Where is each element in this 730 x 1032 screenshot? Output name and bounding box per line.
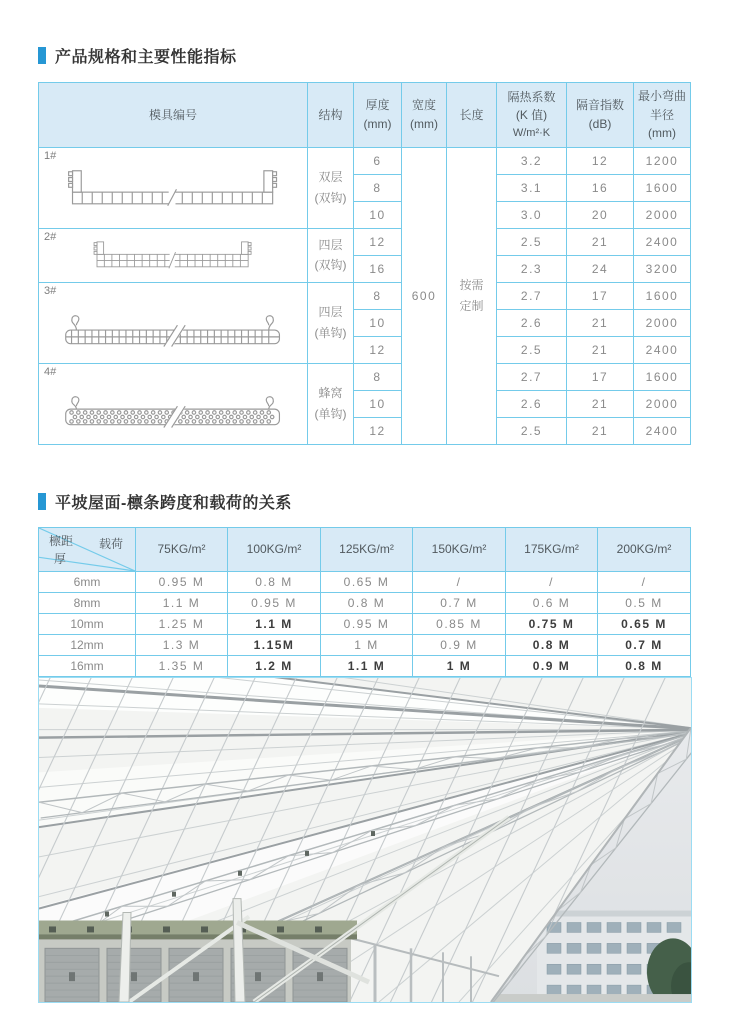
db-cell: 20 xyxy=(567,201,634,228)
span-value-cell: 1 M xyxy=(413,655,506,676)
db-cell: 21 xyxy=(567,336,634,363)
k-value-cell: 2.5 xyxy=(497,228,567,255)
load-column-header: 125KG/m² xyxy=(321,527,413,571)
load-table-header-row xyxy=(39,527,691,571)
corner-label-purlin-spacing: 檩距 xyxy=(49,533,74,548)
profile-drawing-wrap xyxy=(39,364,307,444)
db-cell: 17 xyxy=(567,282,634,309)
profile-drawing-honeycomb-single-hook xyxy=(56,379,289,430)
load-table-body xyxy=(39,571,691,676)
span-value-cell: 0.9 M xyxy=(413,634,506,655)
spec-table-header-row xyxy=(39,83,691,148)
section1-title-row xyxy=(38,44,692,67)
profile-drawing-wrap xyxy=(39,148,307,228)
db-cell: 21 xyxy=(567,390,634,417)
span-value-cell: 0.6 M xyxy=(506,592,598,613)
spec-table-row xyxy=(39,282,691,309)
spec-table-row xyxy=(39,363,691,390)
corner-cell xyxy=(39,527,136,571)
mold-id-label: 4# xyxy=(44,365,57,378)
spec-table-row xyxy=(39,147,691,174)
spec-header-cell: 最小弯曲 半径 (mm) xyxy=(634,83,691,148)
db-cell: 24 xyxy=(567,255,634,282)
corner-label-load: 载荷 xyxy=(98,536,123,551)
roof-structure-photo xyxy=(38,677,692,1003)
k-value-cell: 2.7 xyxy=(497,363,567,390)
span-value-cell: 1.1 M xyxy=(136,592,228,613)
db-cell: 21 xyxy=(567,309,634,336)
bend-radius-cell: 2400 xyxy=(634,228,691,255)
load-span-table xyxy=(38,527,691,677)
span-value-cell: / xyxy=(506,571,598,592)
load-table-row xyxy=(39,571,691,592)
mold-id-label: 1# xyxy=(44,149,57,162)
thickness-cell: 12 xyxy=(354,417,402,444)
span-value-cell: 1.2 M xyxy=(228,655,321,676)
thickness-cell: 10 xyxy=(354,201,402,228)
panel-thickness-cell: 16mm xyxy=(39,655,136,676)
bend-radius-cell: 2400 xyxy=(634,336,691,363)
profile-drawing-wrap xyxy=(39,283,307,363)
width-cell: 600 xyxy=(402,147,447,444)
span-value-cell: 1.1 M xyxy=(228,613,321,634)
title-marker-icon xyxy=(38,493,46,510)
span-value-cell: 1.15M xyxy=(228,634,321,655)
span-value-cell: 0.95 M xyxy=(321,613,413,634)
load-column-header: 200KG/m² xyxy=(598,527,691,571)
thickness-cell: 12 xyxy=(354,228,402,255)
spec-header-cell: 结构 xyxy=(308,83,354,148)
k-value-cell: 2.5 xyxy=(497,417,567,444)
mold-id-label: 3# xyxy=(44,284,57,297)
structure-cell: 四层 (双钩) xyxy=(308,228,354,282)
panel-thickness-cell: 10mm xyxy=(39,613,136,634)
span-value-cell: 1.1 M xyxy=(321,655,413,676)
span-value-cell: 0.75 M xyxy=(506,613,598,634)
mold-profile-cell xyxy=(39,228,308,282)
thickness-cell: 8 xyxy=(354,363,402,390)
bend-radius-cell: 3200 xyxy=(634,255,691,282)
spec-table xyxy=(38,82,691,445)
spec-table-body xyxy=(39,147,691,444)
k-value-cell: 3.0 xyxy=(497,201,567,228)
structure-cell: 蜂窝 (单钩) xyxy=(308,363,354,444)
mold-profile-cell xyxy=(39,147,308,228)
span-value-cell: 1 M xyxy=(321,634,413,655)
profile-drawing-four-layer-single-hook xyxy=(56,298,289,349)
db-cell: 21 xyxy=(567,228,634,255)
thickness-cell: 8 xyxy=(354,282,402,309)
bend-radius-cell: 1600 xyxy=(634,363,691,390)
k-value-cell: 2.6 xyxy=(497,309,567,336)
span-value-cell: 0.7 M xyxy=(598,634,691,655)
load-table-row xyxy=(39,592,691,613)
spec-header-cell: 隔热系数 (K 值) W/m²·K xyxy=(497,83,567,148)
load-column-header: 150KG/m² xyxy=(413,527,506,571)
span-value-cell: 0.8 M xyxy=(506,634,598,655)
span-value-cell: 1.25 M xyxy=(136,613,228,634)
section2-title-row xyxy=(38,490,692,513)
bend-radius-cell: 1600 xyxy=(634,282,691,309)
span-value-cell: 1.3 M xyxy=(136,634,228,655)
bend-radius-cell: 2000 xyxy=(634,309,691,336)
spec-header-cell: 长度 xyxy=(447,83,497,148)
spec-table-row xyxy=(39,228,691,255)
k-value-cell: 2.3 xyxy=(497,255,567,282)
corner-label-thickness: 厚 xyxy=(54,551,67,566)
load-table-row xyxy=(39,634,691,655)
section2-title: 平坡屋面-檩条跨度和载荷的关系 xyxy=(55,494,292,512)
mold-id-label: 2# xyxy=(44,230,57,243)
k-value-cell: 3.1 xyxy=(497,174,567,201)
span-value-cell: 0.95 M xyxy=(136,571,228,592)
bend-radius-cell: 2000 xyxy=(634,390,691,417)
mold-profile-cell xyxy=(39,282,308,363)
load-column-header: 100KG/m² xyxy=(228,527,321,571)
length-cell: 按需 定制 xyxy=(447,147,497,444)
panel-thickness-cell: 8mm xyxy=(39,592,136,613)
thickness-cell: 8 xyxy=(354,174,402,201)
k-value-cell: 3.2 xyxy=(497,147,567,174)
load-column-header: 175KG/m² xyxy=(506,527,598,571)
bend-radius-cell: 2400 xyxy=(634,417,691,444)
panel-thickness-cell: 12mm xyxy=(39,634,136,655)
spec-header-cell: 厚度 (mm) xyxy=(354,83,402,148)
span-value-cell: 0.95 M xyxy=(228,592,321,613)
span-value-cell: / xyxy=(598,571,691,592)
span-value-cell: 0.8 M xyxy=(598,655,691,676)
db-cell: 16 xyxy=(567,174,634,201)
span-value-cell: 0.85 M xyxy=(413,613,506,634)
section1-title: 产品规格和主要性能指标 xyxy=(55,49,237,66)
span-value-cell: 0.8 M xyxy=(321,592,413,613)
db-cell: 21 xyxy=(567,417,634,444)
span-value-cell: 0.7 M xyxy=(413,592,506,613)
thickness-cell: 10 xyxy=(354,309,402,336)
span-value-cell: 0.8 M xyxy=(228,571,321,592)
profile-drawing-four-layer-double-hook xyxy=(56,236,289,274)
bend-radius-cell: 1200 xyxy=(634,147,691,174)
thickness-cell: 6 xyxy=(354,147,402,174)
spec-header-cell: 宽度 (mm) xyxy=(402,83,447,148)
load-table-row xyxy=(39,613,691,634)
span-value-cell: 0.65 M xyxy=(598,613,691,634)
bend-radius-cell: 1600 xyxy=(634,174,691,201)
load-table-row xyxy=(39,655,691,676)
thickness-cell: 12 xyxy=(354,336,402,363)
structure-cell: 四层 (单钩) xyxy=(308,282,354,363)
span-value-cell: 0.5 M xyxy=(598,592,691,613)
k-value-cell: 2.5 xyxy=(497,336,567,363)
title-marker-icon xyxy=(38,47,46,64)
structure-cell: 双层 (双钩) xyxy=(308,147,354,228)
db-cell: 17 xyxy=(567,363,634,390)
load-column-header: 75KG/m² xyxy=(136,527,228,571)
bend-radius-cell: 2000 xyxy=(634,201,691,228)
k-value-cell: 2.7 xyxy=(497,282,567,309)
span-value-cell: 0.9 M xyxy=(506,655,598,676)
spec-header-cell: 模具编号 xyxy=(39,83,308,148)
profile-drawing-wrap xyxy=(39,229,307,282)
profile-drawing-double-layer-double-hook xyxy=(56,163,289,214)
span-value-cell: 1.35 M xyxy=(136,655,228,676)
panel-thickness-cell: 6mm xyxy=(39,571,136,592)
mold-profile-cell xyxy=(39,363,308,444)
spec-header-cell: 隔音指数 (dB) xyxy=(567,83,634,148)
span-value-cell: 0.65 M xyxy=(321,571,413,592)
db-cell: 12 xyxy=(567,147,634,174)
k-value-cell: 2.6 xyxy=(497,390,567,417)
thickness-cell: 10 xyxy=(354,390,402,417)
steel-frame-canopy-photo xyxy=(39,678,691,1002)
span-value-cell: / xyxy=(413,571,506,592)
thickness-cell: 16 xyxy=(354,255,402,282)
